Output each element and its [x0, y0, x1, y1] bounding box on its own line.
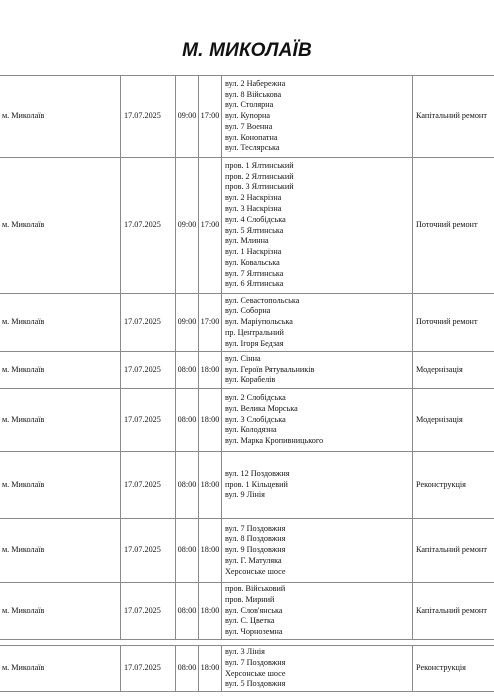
work-type-cell: Модернізація [413, 352, 494, 389]
end-time-cell: 18:00 [199, 583, 222, 640]
start-time-cell: 08:00 [176, 352, 199, 389]
end-time-cell: 18:00 [199, 646, 222, 692]
start-time-cell: 08:00 [176, 646, 199, 692]
end-time-cell: 17:00 [199, 158, 222, 294]
end-time-cell: 18:00 [199, 352, 222, 389]
street-item: вул. Ковальська [225, 257, 280, 267]
street-item: вул. 2 Слобідська [225, 393, 286, 402]
date-cell: 17.07.2025 [121, 452, 176, 519]
date-cell: 17.07.2025 [121, 583, 176, 640]
street-item: вул. Ігоря Бедзая [225, 338, 284, 348]
street-item: вул. Велика Морська [225, 403, 298, 413]
street-item: вул. 8 Військова [225, 89, 282, 99]
end-time-cell: 18:00 [199, 452, 222, 519]
table-row [0, 646, 494, 692]
streets-cell [222, 583, 413, 640]
street-item: вул. Г. Матуляка [225, 555, 282, 565]
street-item: вул. 7 Ялтинська [225, 268, 284, 278]
street-item: вул. Героїв Рятувальників [225, 364, 315, 374]
table-row [0, 389, 494, 452]
work-type-cell: Капітальний ремонт [413, 76, 494, 158]
table-row [0, 76, 494, 158]
date-cell: 17.07.2025 [121, 352, 176, 389]
street-item: вул. Сінна [225, 353, 261, 363]
work-type-cell: Реконструкція [413, 646, 494, 692]
street-item: вул. 7 Поздовжня [225, 523, 286, 533]
street-item: пров. 2 Ялтинський [225, 171, 294, 181]
start-time-cell: 08:00 [176, 583, 199, 640]
street-item: пров. Мирний [225, 594, 275, 604]
city-cell: м. Миколаїв [0, 352, 121, 389]
start-time-cell: 08:00 [176, 452, 199, 519]
table-row [0, 158, 494, 294]
start-time-cell: 09:00 [176, 158, 199, 294]
street-item: Херсонське шосе [225, 668, 286, 678]
street-item: вул. 3 Наскрізна [225, 203, 282, 213]
start-time-cell: 08:00 [176, 389, 199, 452]
streets-cell [222, 646, 413, 692]
date-cell: 17.07.2025 [121, 389, 176, 452]
work-type-cell: Поточний ремонт [413, 294, 494, 352]
work-type-cell: Капітальний ремонт [413, 583, 494, 640]
date-cell: 17.07.2025 [121, 76, 176, 158]
street-item: вул. 7 Поздовжня [225, 657, 286, 667]
street-item: вул. 6 Ялтинська [225, 279, 284, 289]
street-item: вул. 2 Набережна [225, 78, 286, 88]
work-type-cell: Капітальний ремонт [413, 519, 494, 583]
city-cell: м. Миколаїв [0, 294, 121, 352]
street-item: вул. 12 Поздовжня [225, 468, 290, 478]
street-item: вул. Севастопольська [225, 295, 300, 305]
street-item: вул. 5 Поздовжня [225, 679, 286, 689]
street-item: вул. 2 Наскрізна [225, 193, 282, 203]
street-item: вул. Слов'янська [225, 605, 283, 615]
date-cell: 17.07.2025 [121, 646, 176, 692]
street-item: вул. 8 Поздовжня [225, 534, 286, 544]
start-time-cell: 08:00 [176, 519, 199, 583]
street-item: вул. Чорноземна [225, 627, 283, 637]
street-item: пров. 1 Ялтинський [225, 160, 294, 170]
street-item: вул. Марка Кропивницького [225, 436, 324, 446]
streets-cell [222, 294, 413, 352]
date-cell: 17.07.2025 [121, 158, 176, 294]
street-item: вул. Теслярська [225, 143, 280, 153]
city-cell: м. Миколаїв [0, 389, 121, 452]
street-item: пров. Військовий [225, 584, 286, 593]
city-cell: м. Миколаїв [0, 646, 121, 692]
date-cell: 17.07.2025 [121, 294, 176, 352]
table-row [0, 294, 494, 352]
street-item: пров. 1 Кільцевий [225, 479, 288, 489]
table-row [0, 352, 494, 389]
street-item: вул. 9 Поздовжня [225, 545, 286, 555]
street-item: вул. Колодязна [225, 425, 277, 435]
date-cell: 17.07.2025 [121, 519, 176, 583]
streets-cell [222, 389, 413, 452]
page-title: М. МИКОЛАЇВ [182, 40, 312, 61]
street-item: вул. С. Цветка [225, 616, 275, 626]
street-item: пр. Центральний [225, 327, 284, 337]
city-cell: м. Миколаїв [0, 583, 121, 640]
streets-cell [222, 158, 413, 294]
street-item: вул. Купорна [225, 111, 271, 121]
street-item: вул. Конопатна [225, 132, 278, 142]
street-item: вул. 5 Ялтинська [225, 225, 284, 235]
street-item: вул. Столярна [225, 100, 274, 110]
table-row [0, 452, 494, 519]
start-time-cell: 09:00 [176, 76, 199, 158]
street-item: вул. 1 Наскрізна [225, 247, 282, 257]
street-item: вул. 9 Лінія [225, 490, 265, 500]
street-item: вул. 3 Лінія [225, 646, 265, 656]
city-cell: м. Миколаїв [0, 158, 121, 294]
end-time-cell: 17:00 [199, 294, 222, 352]
streets-cell [222, 352, 413, 389]
street-item: Херсонське шосе [225, 566, 286, 576]
work-type-cell: Реконструкція [413, 452, 494, 519]
table-row [0, 519, 494, 583]
end-time-cell: 18:00 [199, 519, 222, 583]
streets-cell [222, 76, 413, 158]
table-row [0, 583, 494, 640]
street-item: вул. Млинна [225, 236, 269, 246]
city-cell: м. Миколаїв [0, 519, 121, 583]
start-time-cell: 09:00 [176, 294, 199, 352]
end-time-cell: 18:00 [199, 389, 222, 452]
street-item: вул. 3 Слобідська [225, 414, 286, 424]
street-item: пров. 3 Ялтинський [225, 182, 294, 192]
street-item: вул. 7 Военна [225, 121, 273, 131]
work-type-cell: Поточний ремонт [413, 158, 494, 294]
city-cell: м. Миколаїв [0, 76, 121, 158]
street-item: вул. Корабелів [225, 375, 276, 385]
work-type-cell: Модернізація [413, 389, 494, 452]
street-item: вул. 4 Слобідська [225, 214, 286, 224]
streets-cell [222, 452, 413, 519]
city-cell: м. Миколаїв [0, 452, 121, 519]
outage-schedule-table [0, 75, 494, 692]
streets-cell [222, 519, 413, 583]
street-item: вул. Соборна [225, 306, 271, 316]
street-item: вул. Маріупольська [225, 317, 293, 327]
end-time-cell: 17:00 [199, 76, 222, 158]
